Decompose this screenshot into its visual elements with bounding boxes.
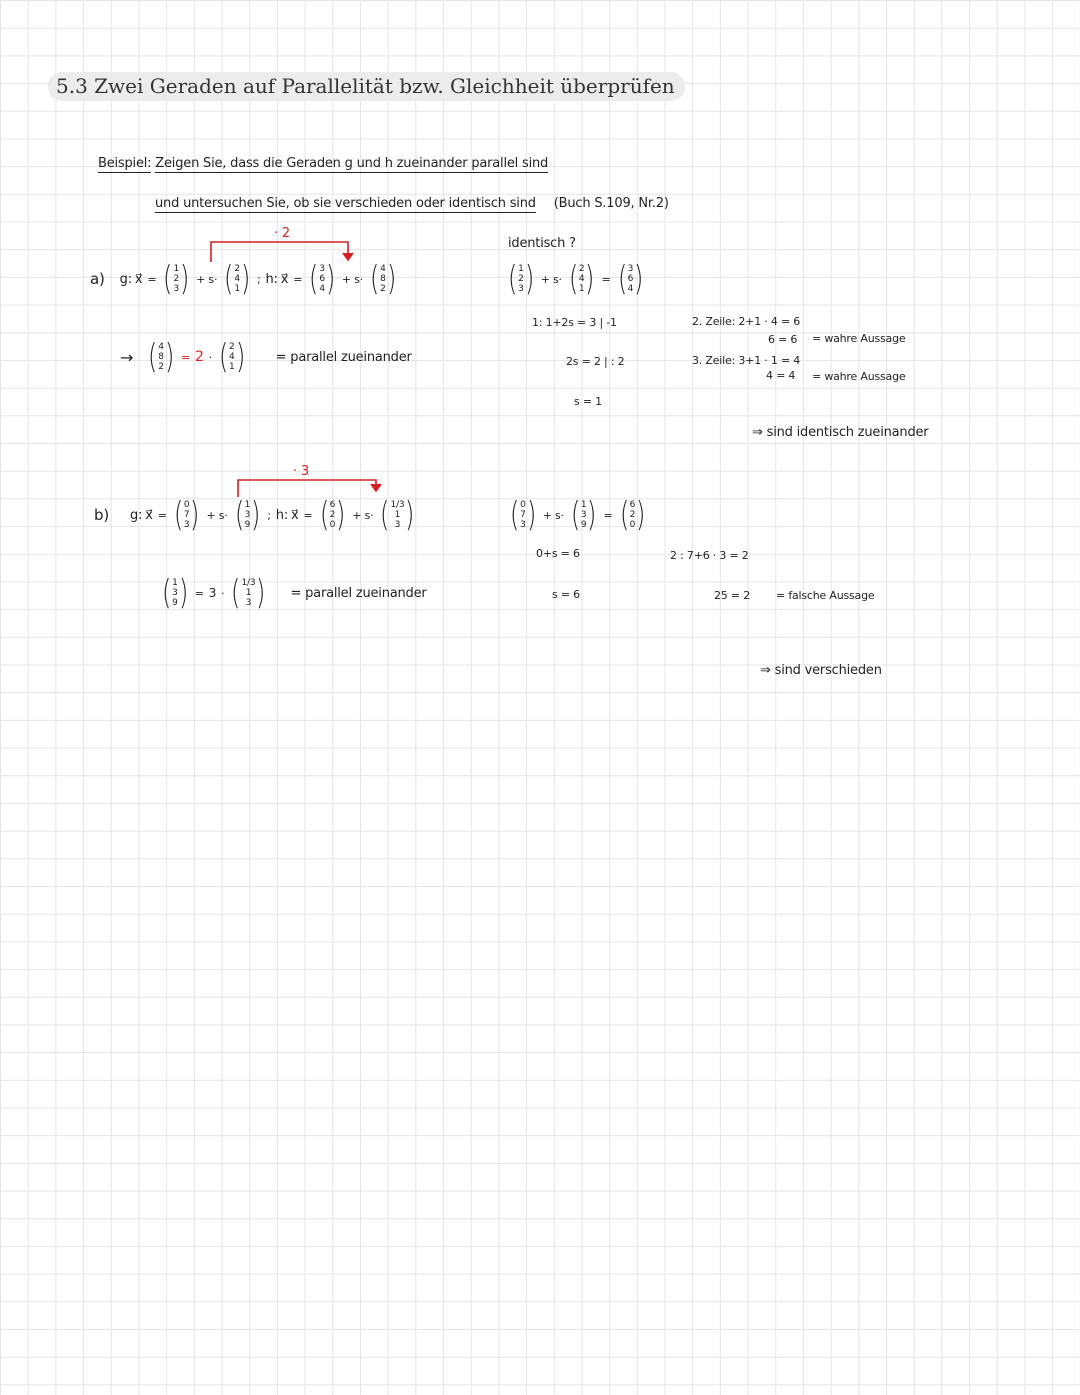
row1b-b: s = 6 [552, 588, 580, 601]
g-name-a: g: [119, 271, 132, 287]
factor-label-b: · 3 [293, 464, 309, 479]
conclusion-b: ⇒ sind verschieden [760, 663, 882, 678]
check-direction-a: ( 2 4 1 ) [568, 259, 595, 299]
plus-s-b: + s· [206, 508, 228, 522]
equals-a: = [147, 272, 157, 286]
g-direction-vector-b2: ( 1 3 9 ) [161, 573, 188, 613]
check-support-a: ( 1 2 3 ) [507, 259, 534, 299]
line-equations-b [94, 495, 416, 535]
row2-b: 2 : 7+6 · 3 = 2 [670, 549, 749, 562]
h-direction-vector-a2: ( 4 8 2 ) [148, 337, 174, 377]
check-eq-b: = [603, 508, 613, 522]
row1-b: 0+s = 6 [536, 547, 580, 560]
equals-red-a: = [180, 350, 190, 364]
row2b-b: 25 = 2 [714, 589, 751, 602]
parallel-text-b: = parallel zueinander [290, 585, 427, 601]
g-direction-vector-b: ( 1 3 9 ) [234, 495, 261, 535]
arrow-icon: → [120, 347, 134, 367]
semicolon-a: ; [256, 272, 261, 286]
row1-a: 1: 1+2s = 3 | -1 [532, 316, 617, 329]
g-direction-vector-a2: ( 2 4 1 ) [218, 337, 245, 377]
row3-a: 3. Zeile: 3+1 · 1 = 4 [692, 354, 801, 367]
conclusion-a: ⇒ sind identisch zueinander [752, 425, 929, 440]
equals-b3: = [194, 586, 204, 600]
g-support-vector-b: ( 0 7 3 ) [173, 495, 200, 535]
h-name-a: h: [265, 271, 278, 287]
check-direction-b: ( 1 3 9 ) [570, 495, 597, 535]
part-a-label: a) [90, 270, 105, 288]
g-support-vector-a: ( 1 2 3 ) [163, 259, 190, 299]
g-name-b: g: [129, 507, 143, 523]
factor-a: 2 [194, 349, 204, 365]
h-name-b: h: [275, 507, 289, 523]
semicolon-b: ; [267, 508, 271, 522]
x-vector-a2: x⃗ [280, 271, 289, 287]
identity-equation-a [506, 259, 645, 299]
x-vector-a: x⃗ [134, 271, 143, 287]
x-vector-b: x⃗ [145, 507, 153, 523]
task-line-2: und untersuchen Sie, ob sie verschieden oder identisch sind [155, 196, 536, 211]
equals-b: = [157, 508, 167, 522]
h-support-vector-a: ( 3 6 4 ) [309, 259, 335, 299]
h-direction-vector-b: ( 1/3 1 3 ) [380, 495, 415, 535]
h-support-vector-b: ( 6 2 0 ) [319, 495, 346, 535]
line-equations-a [90, 259, 398, 299]
check-plus-a: + s· [540, 272, 562, 286]
row3b-a: 4 = 4 [766, 369, 796, 382]
row1b-a: 2s = 2 | : 2 [566, 355, 625, 368]
h-direction-vector-a: ( 4 8 2 ) [370, 259, 396, 299]
check-rhs-b: ( 6 2 0 ) [619, 495, 646, 535]
identity-title: identisch ? [508, 236, 576, 251]
equals-a2: = [293, 272, 303, 286]
dot-b: · [221, 586, 225, 600]
example-label: Beispiel: [98, 156, 152, 171]
page-title: 5.3 Zwei Geraden auf Parallelität bzw. Gleichheit überprüfen [48, 72, 685, 101]
check-support-b: ( 0 7 3 ) [509, 495, 536, 535]
x-vector-b2: x⃗ [291, 507, 299, 523]
check-rhs-a: ( 3 6 4 ) [617, 259, 644, 299]
parallel-check-a [120, 337, 412, 377]
row2b-a: 6 = 6 [768, 333, 798, 346]
parallel-check-b [160, 573, 427, 613]
check-eq-a: = [601, 272, 611, 286]
dot-a: · [208, 350, 212, 364]
book-reference: (Buch S.109, Nr.2) [553, 196, 669, 211]
plus-s-a2: + s· [341, 272, 364, 286]
row2-result-b: = falsche Aussage [776, 589, 875, 602]
h-direction-vector-b2: ( 1/3 1 3 ) [231, 573, 266, 613]
task-line-1: Zeigen Sie, dass die Geraden g und h zueinander parallel sind [155, 156, 549, 171]
plus-s-a: + s· [196, 272, 218, 286]
identity-equation-b [508, 495, 647, 535]
plus-s-b2: + s· [352, 508, 374, 522]
equals-b2: = [303, 508, 313, 522]
parallel-text-a: = parallel zueinander [275, 349, 412, 365]
row2-result-a: = wahre Aussage [812, 332, 906, 345]
factor-label-a: · 2 [274, 226, 290, 241]
row1c-a: s = 1 [574, 395, 602, 408]
row2-a: 2. Zeile: 2+1 · 4 = 6 [692, 315, 801, 328]
row3-result-a: = wahre Aussage [812, 370, 906, 383]
factor-b: 3 [208, 586, 217, 600]
part-b-label: b) [94, 506, 109, 524]
check-plus-b: + s· [542, 508, 564, 522]
g-direction-vector-a: ( 2 4 1 ) [224, 259, 250, 299]
